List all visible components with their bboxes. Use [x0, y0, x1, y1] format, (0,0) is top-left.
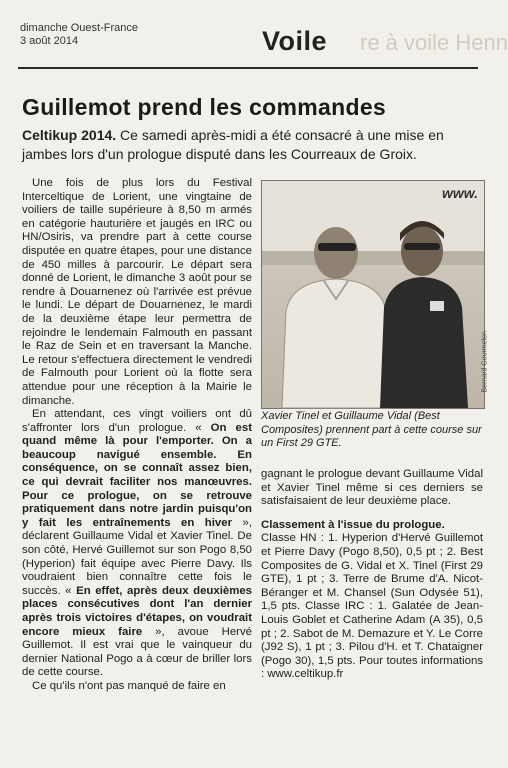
- standfirst-text: Ce samedi après-midi a été consacré à une mise en jambes lors d'un prologue disputé dans les Courreaux de Groix.: [22, 127, 444, 162]
- article-standfirst: [22, 126, 478, 164]
- paragraph-1: Une fois de plus lors du Festival Interceltique de Lorient, une vingtaine de voiliers de taille supérieure à 8,50 m armés en catégorie hauturière et jaugés en IRC ou HN/Osiris, va prendre part à cette course disputée en quatre étapes, pour une distance de 450 milles à parcourir. Le départ sera donné de Lorient, le dimanche 3 août pour se rendre à Douarnenez où l'arrivée est prévue le lundi. Le départ de Douarnenez, le mardi de la deuxième étape leur permettra de rejoindre le lendemain Falmouth en passant le Raz de Sein et en traversant la Manche. Le retour s'effectuera directement le vendredi de Falmouth pour Lorient où la flotte sera attendue pour une réception à la Mairie le dimanche.: [22, 177, 252, 407]
- article-photo: [261, 180, 488, 409]
- newspaper-date-line: dimanche Ouest-France: [20, 22, 138, 34]
- results-heading: Classement à l'issue du prologue.: [261, 518, 445, 531]
- photo-illustration: [262, 181, 484, 408]
- article-right-column: [261, 468, 483, 682]
- results-text: Classe HN : 1. Hyperion d'Hervé Guillemot et Pierre Davy (Pogo 8,50), 0,5 pt ; 2. Best Composites de G. Vidal et X. Tinel (First 29 GTE), 1 pt ; 3. Terre de Brume d'A. Nicot-Béranger et M. Chansel (Sun Odysée 51), 1,5 pts. Classe IRC : 1. Galatée de Jean-Louis Goblet et Catherine Adam (A 35), 0,5 pt ; 2. Sabot de M. Demazure et Y. Le Corre (J92 S), 1 pt ; 3. Pilou d'H. et T. Chataigner (Pogo 30), 1,5 pts. Pour toutes informations : www.celtikup.fr: [261, 532, 483, 681]
- newspaper-date: 3 août 2014: [20, 35, 79, 47]
- header-rule: [18, 67, 478, 69]
- bleed-through-text: re à voile Henn: [360, 30, 508, 55]
- paragraph-2: En attendant, ces vingt voiliers ont dû s'affronter lors d'un prologue. « On est quand même là pour l'emporter. On a beaucoup navigué ensemble. En conséquence, on se connaît assez bien, ce qui devrait faciliter nos manœuvres. Pour ce prologue, on se retrouve pratiquement dans notre jardin puisqu'on y fait les entraînements en hiver », déclarent Guillaume Vidal et Xavier Tinel. De son côté, Hervé Guillemot sur son Pogo 8,50 (Hyperion) fait équipe avec Pierre Davy. Ils voudraient bien connaître cette fois le succès. « En effet, après deux deuxièmes places consécutives dont l'an dernier après trois victoires d'étapes, on voudrait encore mieux faire », avoue Hervé Guillemot. Il est vrai que le vainqueur du dernier National Pogo a à cœur de briller lors de cette course.: [22, 408, 253, 679]
- article-left-column: [22, 177, 252, 694]
- page-header-date: [20, 22, 138, 48]
- paragraph-right-1: gagnant le prologue devant Guillaume Vidal et Xavier Tinel même si ces derniers se satisfaisaient de leur deuxième place.: [261, 468, 483, 508]
- article-headline: Guillemot prend les commandes: [22, 94, 387, 120]
- photo-credit: Bernard Gourmelen: [481, 331, 488, 393]
- article-kicker: Celtikup 2014.: [22, 127, 117, 143]
- photo-caption: Xavier Tinel et Guillaume Vidal (Best Composites) prennent part à cette course sur un First 29 GTE.: [261, 410, 482, 449]
- photo-watermark-logo: www.: [441, 185, 478, 201]
- section-title: Voile: [262, 26, 328, 56]
- quote-guillemot: En effet, après deux deuxièmes places consécutives dont l'an dernier après trois victoires d'étapes, on voudrait encore mieux faire: [22, 584, 253, 638]
- paragraph-3: Ce qu'ils n'ont pas manqué de faire en: [32, 679, 226, 692]
- quote-vidal-tinel: On est quand même là pour l'emporter. On a beaucoup navigué ensemble. En conséquence, on se connaît assez bien, ce qui devrait faciliter nos manœuvres. Pour ce prologue, on se retrouve pratiquement dans notre jardin puisqu'on y fait les entraînements en hiver: [22, 421, 252, 529]
